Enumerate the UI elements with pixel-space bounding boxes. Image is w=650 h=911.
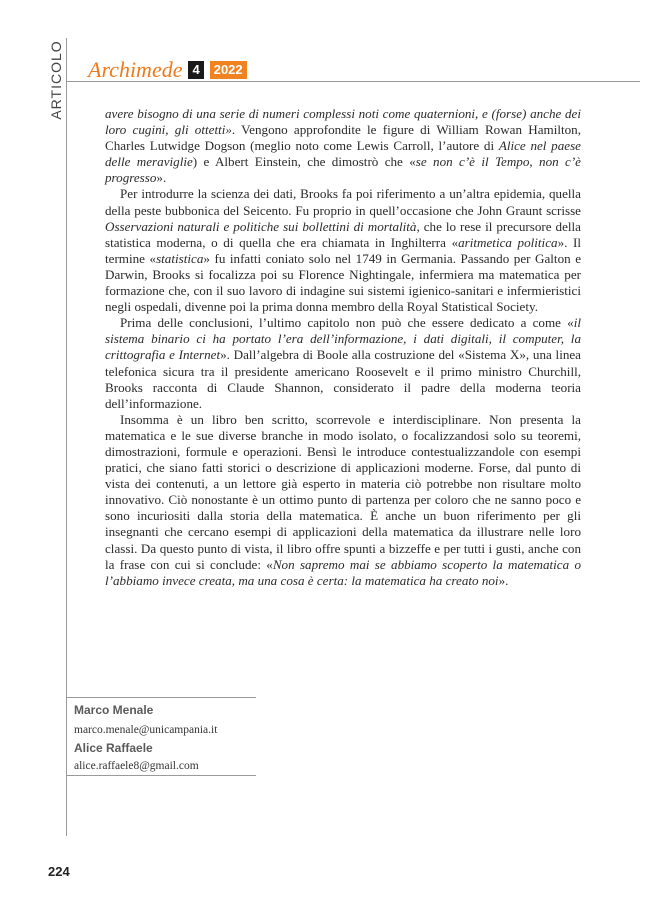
author-email[interactable]: alice.raffaele8@gmail.com	[74, 760, 199, 772]
italic-run: statistica	[156, 250, 204, 266]
author-name: Alice Raffaele	[74, 741, 153, 755]
year-badge: 2022	[210, 61, 247, 79]
section-label	[45, 38, 63, 128]
text-run: Prima delle conclusioni, l’ultimo capitolo non può che essere dedicato a come «	[120, 315, 574, 331]
article-body	[105, 106, 581, 589]
italic-run: il sistema binario ci ha portato l’era dell’informazione, i dati digitali, il computer, la crittografia e Internet	[105, 315, 581, 363]
text-run: ».	[156, 170, 167, 186]
author-email[interactable]: marco.menale@unicampania.it	[74, 724, 218, 736]
journal-title: Archimede	[88, 57, 183, 82]
text-run: . Vengono approfondite le figure di William Rowan Hamilton, Charles Lutwidge Dogson (meglio noto come Lewis Carroll, l’autore di	[105, 122, 581, 154]
issue-badge: 4	[188, 61, 203, 79]
author-separator-bottom	[66, 775, 256, 776]
vertical-rule	[66, 38, 67, 836]
italic-run: avere bisogno di una serie di numeri complessi noti come quaternioni, e (forse) anche dei loro cugini, gli ottetti»	[105, 106, 581, 138]
author-name: Marco Menale	[74, 703, 154, 717]
text-run: Per introdurre la scienza dei dati, Brooks fa poi riferimento a un’altra epidemia, quella della peste bubbonica del Seicento. Fu proprio in quell’occasione che John Graunt scrisse	[105, 186, 581, 218]
italic-run: Osservazioni naturali e politiche sui bollettini di mortalità	[105, 218, 417, 234]
text-run: Insomma è un libro ben scritto, scorrevole e interdisciplinare. Non presenta la matematica e le sue diverse branche in modo isolato, o focalizzandosi solo su teoremi, dimostrazioni, formule e operazioni. Bensì le introduce contestualizzandole con esempi pratici, che siano fatti storici o descrizione di applicazioni moderne. Forse, dal punto di vista dei contenuti, a un lettore già esperto in materia ciò potrebbe non risultare molto innovativo. Ciò nonostante è un ottimo punto di partenza per coloro che ne sanno poco e sono incuriositi dalla storia della matematica. È anche un buon riferimento per gli insegnanti che cercano esempi di applicazioni della matematica da illustrare nelle loro classi. Da questo punto di vista, il libro offre spunti a bizzeffe e per tutti i gusti, anche con la frase con cui si conclude: «	[105, 411, 581, 572]
italic-run: aritmetica politica	[458, 234, 558, 250]
text-run: ».	[498, 572, 509, 588]
text-run: ». Dall’algebra di Boole alla costruzione del «Sistema X», una linea telefonica sicura tra il presidente americano Roosevelt e il primo ministro Churchill, Brooks racconta di Claude Shannon, considerato il padre della moderna teoria dell’informazione.	[105, 347, 581, 411]
italic-run: se non c’è il Tempo, non c’è progresso	[105, 154, 581, 186]
text-run: » fu infatti coniato solo nel 1749 in Germania. Passando per Galton e Darwin, Brooks si focalizza poi su Florence Nightingale, infermiera ma matematica per formazione che, con il suo lavoro di indagine sui sistemi igienico-sanitari e infermieristici negli ospedali, divenne poi la prima donna membro della Royal Statistical Society.	[105, 250, 582, 315]
text-run: ». Il termine «	[105, 234, 581, 266]
text-run: ) e Albert Einstein, che dimostrò che «	[192, 154, 416, 170]
paragraph	[105, 106, 581, 186]
paragraph	[105, 412, 581, 589]
section-label-text: ARTICOLO	[48, 40, 64, 120]
paragraph	[105, 315, 581, 412]
page-number: 224	[48, 864, 70, 879]
author-separator-top	[66, 697, 256, 698]
journal-header	[88, 57, 247, 83]
paragraph	[105, 186, 581, 315]
text-run: , che lo rese il precursore della statistica moderna, o di quella che era chiamata in Inghilterra «	[105, 218, 581, 250]
italic-run: Alice nel paese delle meraviglie	[105, 138, 581, 170]
italic-run: Non sapremo mai se abbiamo scoperto la matematica o l’abbiamo invece creata, ma una cosa è certa: la matematica ha creato noi	[105, 556, 581, 588]
